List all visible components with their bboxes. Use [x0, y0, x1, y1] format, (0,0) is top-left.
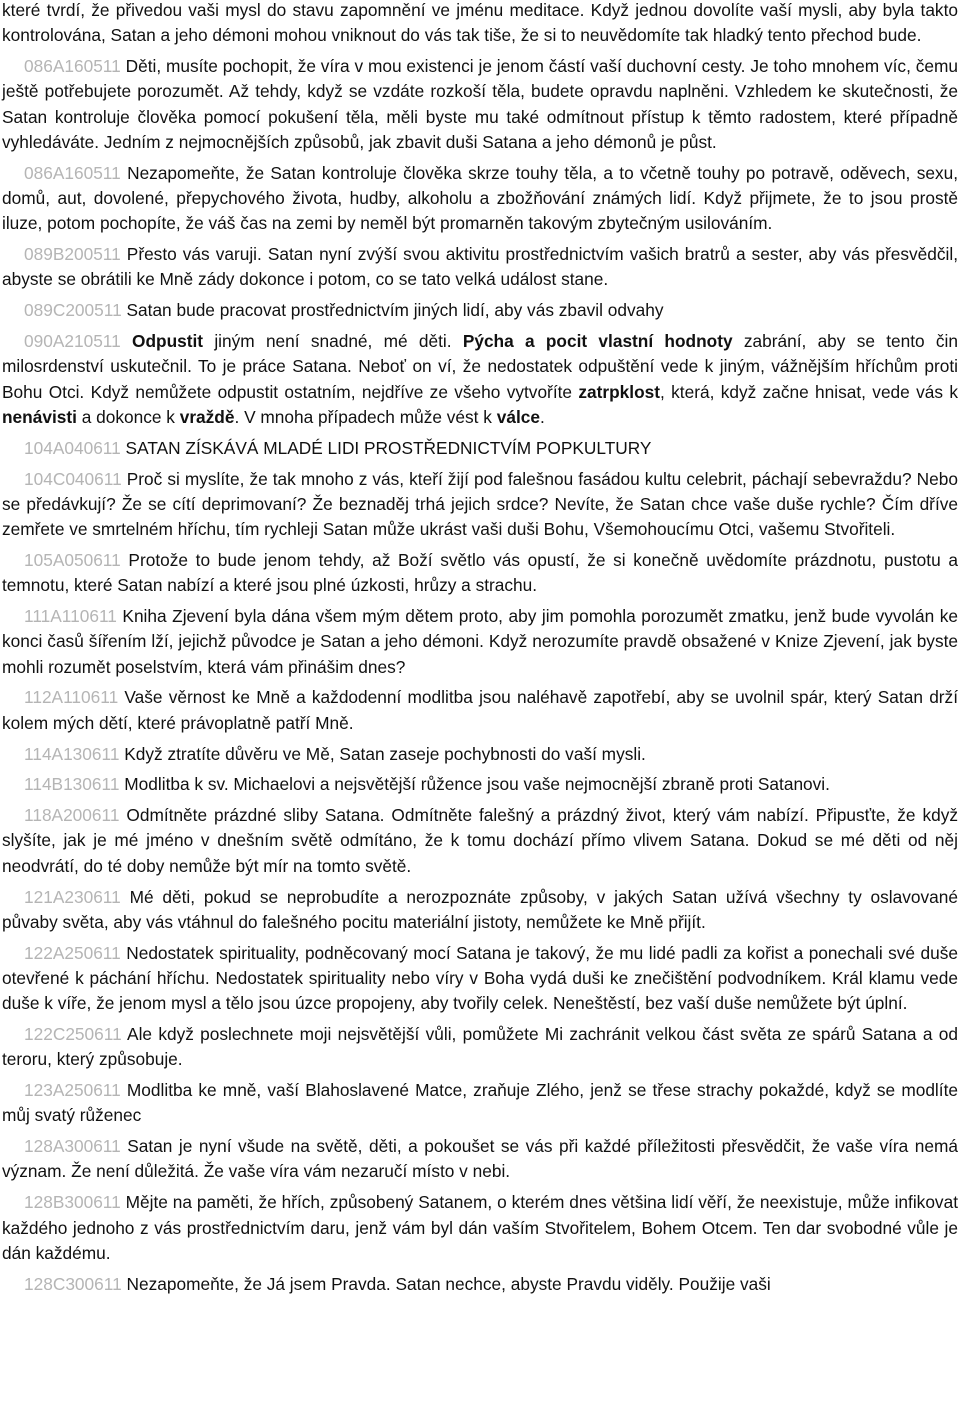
body-text: Modlitba k sv. Michaelovi a nejsvětější růžence jsou vaše nejmocnější zbraně proti Satanovi. [119, 774, 830, 795]
message-code: 089B200511 [24, 244, 121, 265]
message-code: 086A160511 [24, 56, 121, 77]
message-paragraph [2, 742, 958, 767]
body-text: Kniha Zjevení byla dána všem mým dětem proto, aby jim pomohla porozumět zmatku, jenž bude vyvolán ke konci časů šířením lží, jejichž původce je Satan a jeho démoni. Když nerozumíte pravdě obsažené v Knize Zjevení, jak byste mohli rozumět poselstvím, která vám přinášim dnes? [2, 606, 958, 677]
message-paragraph [2, 1134, 958, 1185]
body-text: Mé děti, pokud se neprobudíte a nerozpoznáte způsoby, v jakých Satan užívá všechny ty oslavované půvaby světa, aby vás vtáhnul do falešného pocitu materiální jistoty, nemůžete ke Mně přijít. [2, 886, 958, 932]
message-paragraph [2, 467, 958, 543]
message-code: 086A160511 [24, 162, 121, 183]
message-code: 111A110611 [24, 606, 117, 627]
body-text: , která, když začne hnisat, vede vás k [660, 381, 958, 402]
body-text: SATAN ZÍSKÁVÁ MLADÉ LIDI PROSTŘEDNICTVÍM POPKULTURY [120, 437, 652, 458]
message-code: 114B130611 [24, 774, 120, 795]
message-code: 121A230611 [24, 886, 121, 907]
emphasis-text: Pýcha a pocit vlastní hodnoty [462, 331, 733, 352]
message-code: 090A210511 [24, 331, 121, 352]
body-text: Vaše věrnost ke Mně a každodenní modlitba jsou naléhavě zapotřebí, aby se uvolnil spár, který Satan drží kolem mých dětí, které právoplatně patří Mně. [2, 687, 958, 733]
body-text: Protože to bude jenom tehdy, až Boží světlo vás opustí, že si konečně uvědomíte prázdnotu, pustotu a temnotu, které Satan nabízí a které jsou plné úzkosti, hrůzy a strachu. [2, 549, 958, 596]
message-code: 104A040611 [24, 437, 121, 458]
message-paragraph [2, 1022, 958, 1073]
body-text: Proč si myslíte, že tak mnoho z vás, kteří žijí pod falešnou fasádou kultu celebrit, páchají sebevraždu? Nebo se předávkují? Že se cítí deprimovaní? Že beznaděj trhá jejich srdce? Nevíte, že Satan chce vaše duše rychle? Čím dříve zemřete ve smrtelném hříchu, tím rychleji Satan může ukrást vaši duši Bohu, Všemohoucímu Otci, vašemu Stvořiteli. [2, 468, 958, 540]
emphasis-text: válce [496, 406, 540, 427]
body-text: Když ztratíte důvěru ve Mě, Satan zaseje pochybnosti do vaší mysli. [119, 743, 646, 764]
message-paragraph [2, 548, 958, 599]
body-text: Nezapomeňte, že Satan kontroluje člověka skrze touhy těla, a to včetně touhy po potravě, oděvech, sexu, domů, aut, dovolené, přepychového života, hudby, alkoholu a zbožňování známých lidí. Když přijmete, že to jsou prostě iluze, potom pochopíte, že váš čas na zemi by neměl být promarněn takovým zbytečným usilováním. [2, 162, 958, 234]
message-code: 118A200611 [24, 805, 120, 826]
message-paragraph [2, 604, 958, 680]
body-text: . [539, 406, 545, 427]
body-text: které tvrdí, že přivedou vaši mysl do stavu zapomnění ve jménu meditace. Když jednou dovolíte vaší mysli, aby byla takto kontrolována, Satan a jeho démoni mohou vniknout do vás tak tiše, že si to neuvědomíte tak hladký tento přechod bude. [2, 0, 958, 46]
message-code: 104C040611 [24, 468, 122, 489]
message-code: 122A250611 [24, 942, 121, 963]
message-code: 128B300611 [24, 1192, 121, 1213]
body-text: Nezapomeňte, že Já jsem Pravda. Satan nechce, abyste Pravdu viděly. Použije vaši [121, 1273, 771, 1294]
message-paragraph [2, 298, 958, 323]
body-text: Mějte na paměti, že hřích, způsobený Satanem, o kterém dnes většina lidí věří, že neexistuje, může infikovat každého jednoho z vás prostřednictvím daru, jenž vám byl dán vaším Stvořitelem, Bohem Otcem. Ten dar svobodné vůle je dán každému. [2, 1192, 958, 1263]
body-text: Přesto vás varuji. Satan nyní zvýší svou aktivitu prostřednictvím vašich bratrů a sester, aby vás přesvědčil, abyste se obrátili ke Mně zády dokonce i potom, co se tato velká událost stane. [2, 244, 958, 290]
message-paragraph [2, 0, 958, 49]
body-text: a dokonce k [76, 406, 180, 427]
body-text: . V mnoha případech může vést k [234, 406, 497, 427]
message-paragraph [2, 161, 958, 237]
message-code: 089C200511 [24, 300, 122, 321]
message-paragraph [2, 329, 958, 430]
emphasis-text: zatrpklost [578, 381, 660, 402]
emphasis-text: vraždě [179, 406, 235, 427]
body-text [121, 331, 132, 351]
message-code: 112A110611 [24, 687, 119, 708]
message-code: 114A130611 [24, 743, 120, 764]
message-paragraph [2, 1190, 958, 1266]
message-paragraph [2, 885, 958, 936]
message-paragraph [2, 941, 958, 1017]
body-text: Nedostatek spirituality, podněcovaný mocí Satana je takový, že mu lidé padli za kořist a ponechali své duše otevřené k páchání hříchu. Nedostatek spirituality nebo víry v Boha vydá duši ke znečištění podvodníkem. Král klamu vede duše k víře, že jenom mysl a tělo jsou úzce propojeny, aby tvořily celek. Neneštěstí, bez vaší duše nemůžete být úplní. [2, 942, 958, 1014]
emphasis-text: Odpustit [132, 331, 204, 352]
body-text: Satan je nyní všude na světě, děti, a pokoušet se vás při každé příležitosti přesvědčit, že vaše víra nemá význam. Že není důležitá. Že vaše víra vám nezaručí místo v nebi. [2, 1136, 958, 1182]
message-code: 123A250611 [24, 1080, 121, 1101]
message-code: 122C250611 [24, 1023, 122, 1044]
body-text: Odmítněte prázdné sliby Satana. Odmítněte falešný a prázdný život, který vám nabízí. Připusťte, že když slyšíte, jak je mé jméno v dnešním světě odmítáno, že k tomu dochází přímo vlivem Satana. Dokud se mé děti od něj neodvrátí, do té doby nemůže být mír na tomto světě. [2, 805, 958, 876]
message-paragraph [2, 1078, 958, 1129]
message-code: 128C300611 [24, 1273, 122, 1294]
body-text: Děti, musíte pochopit, že víra v mou existenci je jenom částí vaší duchovní cesty. Je toho mnohem víc, čemu ještě potřebujete porozumět. Až tehdy, když se vzdáte rozkoší těla, budete opravdu naplněni. Vzhledem ke skutečnosti, že Satan kontroluje člověka pomocí pokušení těla, měli byste mu také odmítnout přístup k těmto radostem, které případně vyhledáváte. Jedním z nejmocnějších způsobů, jak zbavit duši Satana a jeho démonů je půst. [2, 56, 958, 152]
body-text: Ale když poslechnete moji nejsvětější vůli, pomůžete Mi zachránit velkou část světa ze spárů Satana a od teroru, který způsobuje. [2, 1023, 958, 1070]
document-page [2, 0, 958, 1302]
body-text: jiným není snadné, mé děti. [203, 331, 463, 352]
message-paragraph [2, 803, 958, 879]
body-text: Modlitba ke mně, vaší Blahoslavené Matce, zraňuje Zlého, jenž se třese strachy pokaždé, když se modlíte můj svatý růženec [2, 1080, 958, 1126]
message-code: 105A050611 [24, 549, 121, 570]
body-text: zabrání, aby se tento čin milosrdenství uskutečnil. To je práce Satana. Neboť on ví, že nedostatek odpuštění vede k jiným, vážnějším hříchům proti Bohu Otci. Když nemůžete odpustit ostatním, nejdříve ze všeho vytvoříte [2, 331, 959, 402]
message-paragraph [2, 772, 958, 797]
body-text: Satan bude pracovat prostřednictvím jiných lidí, aby vás zbavil odvahy [121, 300, 664, 321]
message-paragraph [2, 1272, 958, 1297]
message-paragraph [2, 685, 958, 736]
message-code: 128A300611 [24, 1136, 121, 1157]
message-paragraph [2, 242, 958, 293]
message-paragraph [2, 436, 958, 461]
message-paragraph [2, 54, 958, 155]
emphasis-text: nenávisti [2, 406, 77, 427]
